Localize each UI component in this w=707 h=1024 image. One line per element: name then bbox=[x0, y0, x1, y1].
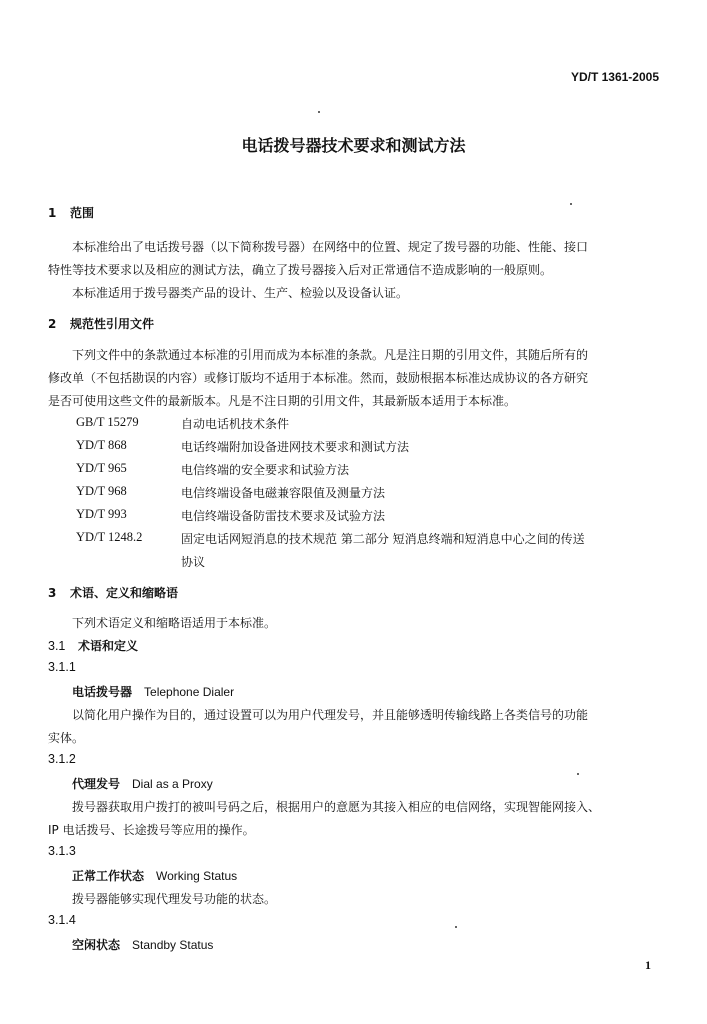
reference-title: 电信终端的安全要求和试验方法 bbox=[181, 463, 350, 477]
section-number: 3 bbox=[48, 586, 57, 600]
definition-line: 以简化用户操作为目的，通过设置可以为用户代理发号，并且能够透明传输线路上各类信号的功能 bbox=[72, 708, 589, 722]
scan-speck bbox=[570, 203, 572, 205]
scan-speck bbox=[318, 111, 320, 113]
reference-code: YD/T 993 bbox=[76, 507, 127, 521]
paragraph-line: 下列术语定义和缩略语适用于本标准。 bbox=[72, 616, 277, 630]
term-heading bbox=[72, 867, 237, 884]
definition-line: IP 电话拨号、长途拨号等应用的操作。 bbox=[48, 823, 255, 837]
reference-title-continuation: 协议 bbox=[181, 555, 206, 569]
reference-code: YD/T 965 bbox=[76, 461, 127, 475]
term-number: 3.1.2 bbox=[48, 752, 76, 766]
reference-code: YD/T 968 bbox=[76, 484, 127, 498]
subsection-number: 3.1 bbox=[48, 639, 66, 653]
term-chinese: 正常工作状态 bbox=[72, 869, 145, 883]
reference-title: 电话终端附加设备进网技术要求和测试方法 bbox=[181, 440, 410, 454]
reference-code: YD/T 1248.2 bbox=[76, 530, 143, 544]
term-english: Standby Status bbox=[132, 938, 214, 952]
term-number: 3.1.3 bbox=[48, 844, 76, 858]
term-english: Telephone Dialer bbox=[144, 685, 235, 699]
term-heading bbox=[72, 683, 234, 700]
section-title: 规范性引用文件 bbox=[70, 317, 155, 331]
term-english: Working Status bbox=[156, 869, 238, 883]
subsection-3-1-heading bbox=[48, 637, 138, 654]
paragraph-line: 本标准适用于拨号器类产品的设计、生产、检验以及设备认证。 bbox=[72, 286, 409, 300]
standard-number: YD/T 1361-2005 bbox=[570, 70, 659, 84]
reference-code: GB/T 15279 bbox=[76, 415, 139, 429]
term-heading bbox=[72, 775, 213, 792]
reference-code: YD/T 868 bbox=[76, 438, 127, 452]
term-heading bbox=[72, 936, 213, 953]
definition-line: 拨号器能够实现代理发号功能的状态。 bbox=[72, 892, 277, 906]
paragraph-line: 是否可使用这些文件的最新版本。凡是不注日期的引用文件，其最新版本适用于本标准。 bbox=[48, 394, 517, 408]
section-2-heading bbox=[48, 315, 154, 332]
term-chinese: 代理发号 bbox=[72, 777, 121, 791]
paragraph-line: 下列文件中的条款通过本标准的引用而成为本标准的条款。凡是注日期的引用文件，其随后所有的 bbox=[72, 348, 589, 362]
paragraph-line: 本标准给出了电话拨号器（以下简称拨号器）在网络中的位置、规定了拨号器的功能、性能、接口 bbox=[72, 240, 589, 254]
section-1-heading bbox=[48, 204, 94, 221]
term-number: 3.1.1 bbox=[48, 660, 76, 674]
reference-title: 自动电话机技术条件 bbox=[181, 417, 290, 431]
reference-title: 固定电话网短消息的技术规范 第二部分 短消息终端和短消息中心之间的传送 bbox=[181, 532, 585, 546]
term-chinese: 空闲状态 bbox=[72, 938, 121, 952]
section-number: 1 bbox=[48, 206, 57, 220]
section-title: 范围 bbox=[70, 206, 95, 220]
scan-speck bbox=[577, 773, 579, 775]
paragraph-line: 特性等技术要求以及相应的测试方法，确立了拨号器接入后对正常通信不造成影响的一般原则。 bbox=[48, 263, 553, 277]
section-number: 2 bbox=[48, 317, 57, 331]
definition-line: 拨号器获取用户拨打的被叫号码之后，根据用户的意愿为其接入相应的电信网络，实现智能网接入、 bbox=[72, 800, 601, 814]
document-title: 电话拨号器技术要求和测试方法 bbox=[241, 136, 466, 155]
term-english: Dial as a Proxy bbox=[132, 777, 213, 791]
reference-title: 电信终端设备电磁兼容限值及测量方法 bbox=[181, 486, 386, 500]
paragraph-line: 修改单（不包括勘误的内容）或修订版均不适用于本标准。然而，鼓励根据本标准达成协议的各方研究 bbox=[48, 371, 589, 385]
section-title: 术语、定义和缩略语 bbox=[70, 586, 179, 600]
term-chinese: 电话拨号器 bbox=[72, 685, 133, 699]
section-3-heading bbox=[48, 584, 178, 601]
term-number: 3.1.4 bbox=[48, 913, 76, 927]
scan-speck bbox=[455, 926, 457, 928]
subsection-title: 术语和定义 bbox=[78, 639, 139, 653]
definition-line: 实体。 bbox=[48, 731, 85, 745]
reference-title: 电信终端设备防雷技术要求及试验方法 bbox=[181, 509, 386, 523]
page-number: 1 bbox=[645, 958, 651, 972]
